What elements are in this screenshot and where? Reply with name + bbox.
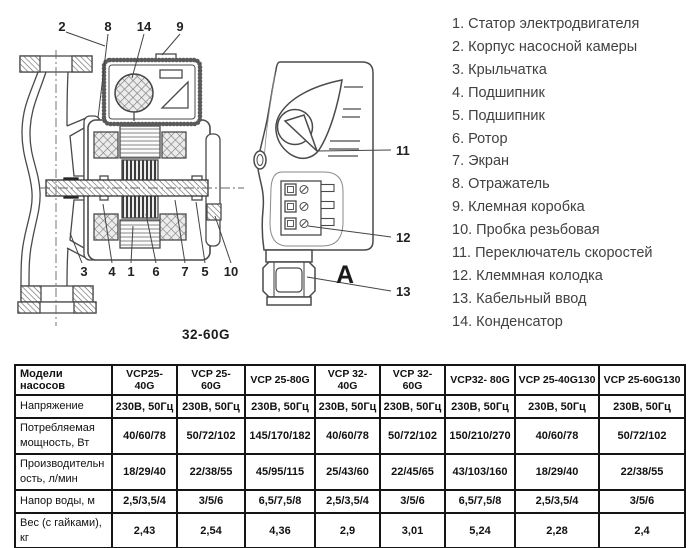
callout-11: 11	[396, 143, 410, 158]
table-cell: 230В, 50Гц	[445, 395, 515, 418]
table-cell: 2,28	[515, 513, 599, 548]
header-model-7: VCP 25-40G130	[515, 365, 599, 395]
callout-14: 14	[136, 19, 152, 34]
row-label: Вес (с гайками), кг	[15, 513, 112, 548]
table-cell: 18/29/40	[112, 454, 177, 490]
table-cell: 230В, 50Гц	[177, 395, 245, 418]
legend-item-11: 11. Переключатель скоростей	[452, 245, 653, 262]
table-cell: 230В, 50Гц	[515, 395, 599, 418]
callout-2: 2	[58, 19, 66, 34]
stator-core-bottom	[120, 220, 160, 248]
table-cell: 230В, 50Гц	[599, 395, 685, 418]
table-cell: 22/45/65	[380, 454, 445, 490]
row-label: Потребляемая мощность, Вт	[15, 418, 112, 454]
row-label: Производительность, л/мин	[15, 454, 112, 490]
row-label: Напряжение	[15, 395, 112, 418]
callout-3: 3	[80, 264, 88, 279]
callout-10: 10	[223, 264, 239, 279]
callout-9: 9	[176, 19, 184, 34]
table-cell: 6,5/7,5/8	[245, 490, 315, 513]
table-cell: 2,4	[599, 513, 685, 548]
legend-item-1: 1. Статор электродвигателя	[452, 16, 640, 32]
table-cell: 3/5/6	[177, 490, 245, 513]
table-cell: 230В, 50Гц	[245, 395, 315, 418]
header-model-5: VCP 32-60G	[380, 365, 445, 395]
view-a-label: A	[336, 261, 355, 289]
legend-item-10: 10. Пробка резьбовая	[452, 222, 600, 239]
table-cell: 22/38/55	[599, 454, 685, 490]
model-label: 32-60G	[181, 327, 231, 342]
table-cell: 50/72/102	[177, 418, 245, 454]
table-cell: 3/5/6	[599, 490, 685, 513]
table-cell: 40/60/78	[515, 418, 599, 454]
table-cell: 43/103/160	[445, 454, 515, 490]
pump-housing-group	[18, 54, 221, 313]
pump-cross-section-diagram	[10, 8, 250, 356]
side-screw	[254, 151, 266, 169]
callout-7: 7	[181, 264, 189, 279]
stator-winding-top-right	[162, 132, 186, 158]
table-row-power	[15, 418, 685, 454]
table-cell: 6,5/7,5/8	[445, 490, 515, 513]
legend-item-6: 6. Ротор	[452, 130, 508, 147]
table-cell: 40/60/78	[315, 418, 380, 454]
table-cell: 18/29/40	[515, 454, 599, 490]
terminal-box	[104, 54, 200, 124]
legend-item-3: 3. Крыльчатка	[452, 61, 547, 78]
table-cell: 230В, 50Гц	[315, 395, 380, 418]
table-cell: 45/95/115	[245, 454, 315, 490]
stator-winding-bottom-right	[160, 214, 186, 240]
legend-item-14: 14. Конденсатор	[452, 313, 563, 330]
table-cell: 40/60/78	[112, 418, 177, 454]
stator-core-top	[120, 126, 160, 158]
terminal-box-view-diagram	[250, 20, 445, 350]
legend-item-7: 7. Экран	[452, 153, 510, 170]
header-model-6: VCP32- 80G	[445, 365, 515, 395]
parts-legend	[452, 13, 698, 334]
table-cell: 2,5/3,5/4	[112, 490, 177, 513]
table-cell: 230В, 50Гц	[112, 395, 177, 418]
callout-8: 8	[104, 19, 112, 34]
callout-13: 13	[396, 284, 411, 299]
table-cell: 2,54	[177, 513, 245, 548]
header-model-4: VCP 32- 40G	[315, 365, 380, 395]
table-cell: 150/210/270	[445, 418, 515, 454]
table-row-voltage	[15, 395, 685, 418]
header-model-2: VCP 25- 60G	[177, 365, 245, 395]
legend-item-9: 9. Клемная коробка	[452, 199, 585, 216]
table-row-weight	[15, 513, 685, 548]
table-row-flow	[15, 454, 685, 490]
table-cell: 2,5/3,5/4	[515, 490, 599, 513]
capacitor	[115, 74, 153, 112]
table-cell: 145/170/182	[245, 418, 315, 454]
legend-item-2: 2. Корпус насосной камеры	[452, 38, 638, 55]
table-cell: 4,36	[245, 513, 315, 548]
callout-5: 5	[201, 264, 209, 279]
table-cell: 50/72/102	[380, 418, 445, 454]
row-label: Напор воды, м	[15, 490, 112, 513]
header-models: Модели насосов	[15, 365, 112, 395]
header-model-1: VCP25- 40G	[112, 365, 177, 395]
legend-item-5: 5. Подшипник	[452, 107, 545, 124]
table-cell: 22/38/55	[177, 454, 245, 490]
table-cell: 3,01	[380, 513, 445, 548]
callout-6: 6	[152, 264, 160, 279]
pipe-bottom-flange	[18, 286, 96, 313]
legend-item-8: 8. Отражатель	[452, 176, 550, 193]
callout-4: 4	[108, 264, 116, 279]
legend-item-4: 4. Подшипник	[452, 84, 545, 101]
table-row-head	[15, 490, 685, 513]
table-cell: 50/72/102	[599, 418, 685, 454]
threaded-plug	[207, 204, 221, 220]
table-cell: 3/5/6	[380, 490, 445, 513]
table-cell: 2,9	[315, 513, 380, 548]
header-model-3: VCP 25-80G	[245, 365, 315, 395]
callout-12: 12	[396, 230, 411, 245]
spec-table	[14, 364, 686, 548]
table-cell: 2,43	[112, 513, 177, 548]
legend-item-12: 12. Клеммная колодка	[452, 267, 603, 284]
stator-winding-top-left	[94, 132, 118, 158]
table-cell: 230В, 50Гц	[380, 395, 445, 418]
table-header-row	[15, 365, 685, 395]
callout-1: 1	[127, 264, 135, 279]
legend-item-13: 13. Кабельный ввод	[452, 290, 587, 307]
stator-winding-bottom-left	[94, 214, 118, 240]
table-cell: 25/43/60	[315, 454, 380, 490]
header-model-8: VCP 25-60G130	[599, 365, 685, 395]
table-cell: 5,24	[445, 513, 515, 548]
table-cell: 2,5/3,5/4	[315, 490, 380, 513]
